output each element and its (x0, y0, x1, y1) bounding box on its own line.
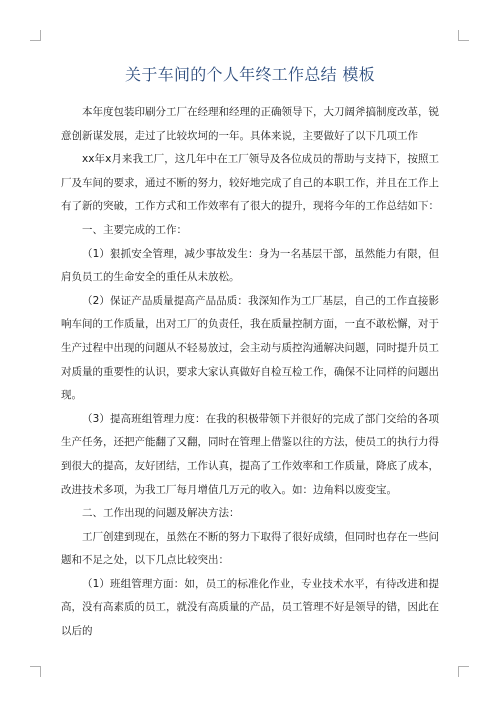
paragraph: （2）保证产品质量提高产品品质：我深知作为工厂基层，自己的工作直接影响车间的工作质量，出对工厂的负责任，我在质量控制方面，一直不敢松懈，对于生产过程中出现的问题从不轻易放过，会主动与质控沟通解决问题，同时提升员工对质量的重要性的认识，要求大家认真做好自检互检工作，确保不让同样的问题出现。 (61, 294, 439, 402)
crop-mark-bottom-right (458, 666, 469, 677)
crop-mark-bottom-left (30, 666, 41, 677)
document-title: 关于车间的个人年终工作总结 模板 (125, 65, 375, 84)
section-heading: 二、工作出现的问题及解决方法： (82, 507, 240, 520)
document-body (61, 101, 439, 644)
crop-mark-top-left (30, 30, 41, 41)
paragraph: （1）班组管理方面：如，员工的标准化作业，专业技术水平，有待改进和提高，没有高素质的员工，就没有高质量的产品，员工管理不好是领导的错，因此在以后的 (61, 577, 439, 638)
section-heading: 一、主要完成的工作： (82, 223, 187, 236)
crop-mark-top-right (458, 30, 469, 41)
paragraph: 本年度包装印刷分工厂在经理和经理的正确领导下，大刀阔斧搞制度改革，锐意创新谋发展，走过了比较坎坷的一年。具体来说，主要做好了以下几项工作 (61, 106, 439, 142)
paragraph: 工厂创建到现在，虽然在不断的努力下取得了很好成绩，但同时也存在一些问题和不足之处，以下几点比较突出： (61, 530, 439, 567)
paragraph: （1）狠抓安全管理，减少事故发生：身为一名基层干部，虽然能力有限，但肩负员工的生命安全的重任从未放松。 (61, 247, 439, 284)
paragraph: （3）提高班组管理力度：在我的积极带领下并很好的完成了部门交给的各项生产任务，还把产能翻了又翻，同时在管理上借鉴以往的方法，使员工的执行力得到很大的提高，友好团结，工作认真，提高了工作效率和工作质量，降底了成本，改进技术多项，为我工厂每月增值几万元的收入。如：边角料以废变宝。 (61, 412, 439, 496)
paragraph: xx年x月来我工厂，这几年中在工厂领导及各位成员的帮助与支持下，按照工厂及车间的要求，通过不断的努力，较好地完成了自己的本职工作，并且在工作上有了新的突破，工作方式和工作效率有了很大的提升，现将今年的工作总结如下： (61, 153, 439, 213)
